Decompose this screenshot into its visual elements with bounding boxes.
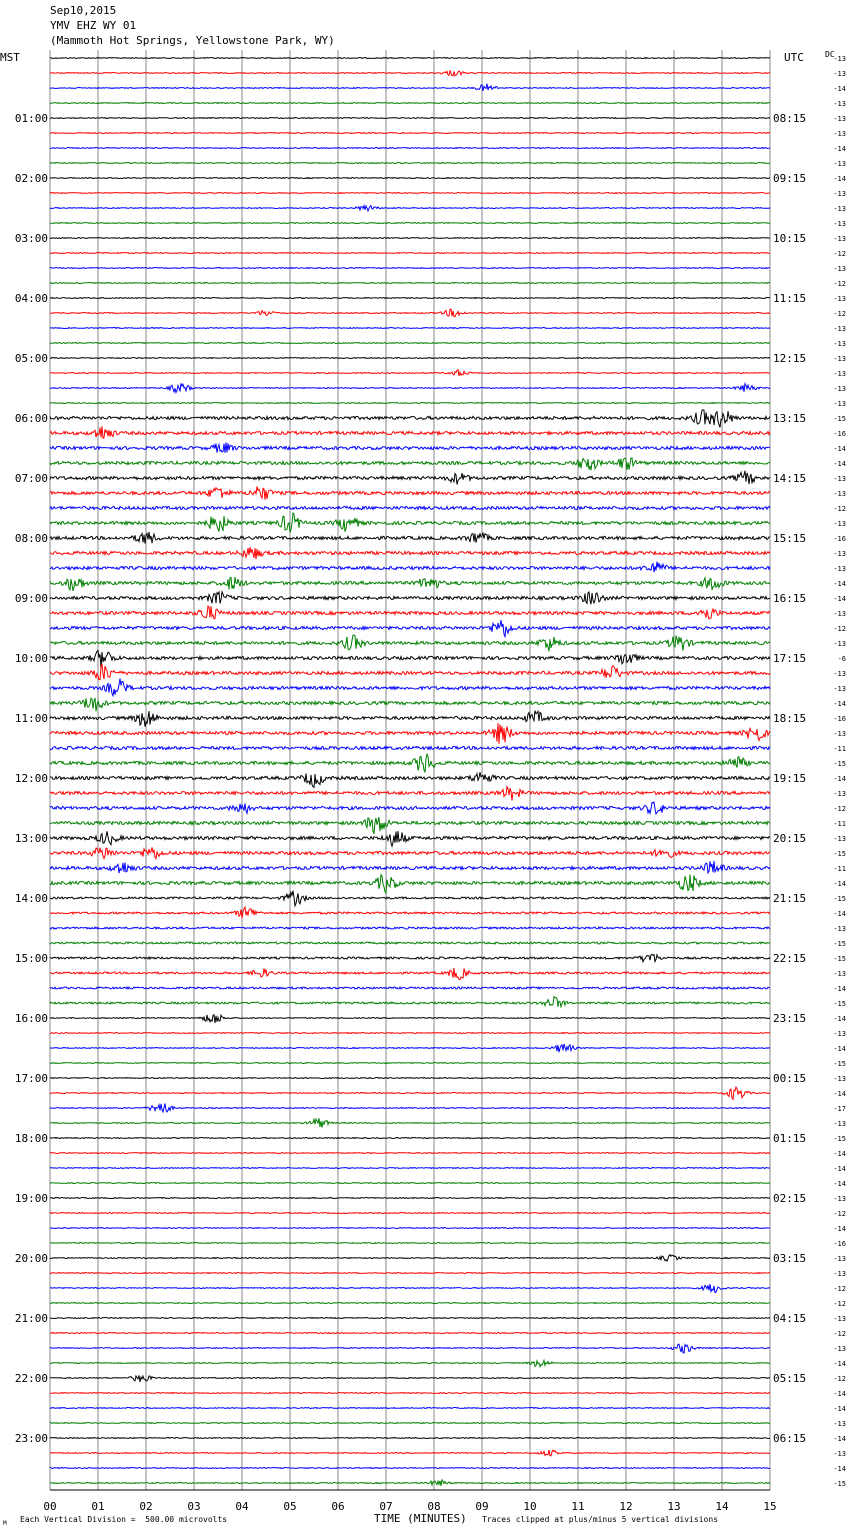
mst-hour-label: 04:00 <box>14 292 48 305</box>
dc-offset-label: -13 <box>833 550 846 558</box>
trace-row <box>50 238 770 239</box>
dc-offset-label: -13 <box>833 1030 846 1038</box>
dc-label: DC <box>825 50 835 59</box>
trace-row <box>50 1273 770 1274</box>
dc-offset-label: -12 <box>833 505 846 513</box>
dc-offset-label: -14 <box>833 1405 846 1413</box>
dc-offset-label: -12 <box>833 1330 846 1338</box>
trace-row <box>50 193 770 194</box>
x-tick-label: 01 <box>91 1500 105 1513</box>
trace-row <box>50 746 770 749</box>
trace-row <box>50 847 770 858</box>
trace-row <box>50 443 770 453</box>
dc-offset-label: -14 <box>833 1465 846 1473</box>
trace-row <box>50 1255 770 1262</box>
trace-row <box>50 410 770 428</box>
scale-note: Each Vertical Division = 500.00 microvolts <box>20 1515 228 1524</box>
dc-offset-label: -11 <box>833 745 846 753</box>
dc-offset-label: -13 <box>833 1255 846 1263</box>
plot-date: Sep10,2015 <box>50 4 117 17</box>
dc-offset-label: -13 <box>833 790 846 798</box>
dc-offset-label: -13 <box>833 70 846 78</box>
utc-hour-label: 22:15 <box>773 952 807 965</box>
dc-offset-label: -13 <box>833 235 846 243</box>
trace-row <box>50 268 770 269</box>
trace-row <box>50 1063 770 1064</box>
x-tick-label: 10 <box>523 1500 537 1513</box>
dc-offset-label: -13 <box>833 730 846 738</box>
dc-offset-label: -13 <box>833 1195 846 1203</box>
trace-row <box>50 1450 770 1456</box>
trace-row <box>50 532 770 544</box>
dc-offset-label: -14 <box>833 145 846 153</box>
x-tick-label: 09 <box>475 1500 489 1513</box>
dc-offset-label: -14 <box>833 1150 846 1158</box>
dc-offset-label: -13 <box>833 355 846 363</box>
trace-row <box>50 1243 770 1244</box>
utc-hour-label: 12:15 <box>773 352 807 365</box>
dc-offset-label: -13 <box>833 1270 846 1278</box>
trace-row <box>50 383 770 392</box>
x-tick-label: 12 <box>619 1500 633 1513</box>
trace-row <box>50 1438 770 1439</box>
dc-offset-label: -13 <box>833 490 846 498</box>
trace-row <box>50 253 770 254</box>
dc-offset-label: -14 <box>833 985 846 993</box>
x-tick-label: 00 <box>43 1500 57 1513</box>
trace-row <box>50 987 770 989</box>
trace-row <box>50 711 770 727</box>
mst-hour-label: 19:00 <box>14 1192 48 1205</box>
trace-row <box>50 1375 770 1382</box>
trace-row <box>50 1480 770 1486</box>
utc-hour-label: 14:15 <box>773 472 807 485</box>
utc-hour-label: 10:15 <box>773 232 807 245</box>
trace-row <box>50 723 770 744</box>
trace-row <box>50 506 770 509</box>
utc-hour-label: 19:15 <box>773 772 807 785</box>
dc-offset-label: -13 <box>833 1345 846 1353</box>
trace-row <box>50 403 770 404</box>
dc-offset-label: -13 <box>833 565 846 573</box>
dc-offset-label: -14 <box>833 1435 846 1443</box>
dc-offset-label: -11 <box>833 820 846 828</box>
trace-row <box>50 787 770 801</box>
dc-offset-label: -13 <box>833 970 846 978</box>
dc-offset-label: -12 <box>833 1210 846 1218</box>
trace-row <box>50 635 770 651</box>
dc-offset-label: -16 <box>833 535 846 543</box>
trace-row <box>50 1168 770 1169</box>
trace-row <box>50 1423 770 1424</box>
dc-offset-label: -13 <box>833 475 846 483</box>
mst-hour-label: 16:00 <box>14 1012 48 1025</box>
mst-hour-label: 23:00 <box>14 1432 48 1445</box>
x-tick-label: 03 <box>187 1500 201 1513</box>
dc-offset-label: -12 <box>833 310 846 318</box>
mst-hour-label: 10:00 <box>14 652 48 665</box>
dc-offset-label: -14 <box>833 1360 846 1368</box>
mst-hour-label: 17:00 <box>14 1072 48 1085</box>
corner-mark: M <box>3 1520 7 1527</box>
trace-row <box>50 133 770 134</box>
utc-hour-label: 21:15 <box>773 892 807 905</box>
dc-offset-label: -13 <box>833 370 846 378</box>
dc-offset-label: -13 <box>833 205 846 213</box>
trace-row <box>50 968 770 980</box>
dc-offset-label: -13 <box>833 190 846 198</box>
trace-row <box>50 562 770 573</box>
x-tick-label: 05 <box>283 1500 297 1513</box>
dc-offset-label: -13 <box>833 325 846 333</box>
dc-offset-label: -11 <box>833 865 846 873</box>
trace-row <box>50 997 770 1007</box>
mst-hour-label: 09:00 <box>14 592 48 605</box>
dc-offset-label: -12 <box>833 1300 846 1308</box>
x-tick-label: 04 <box>235 1500 249 1513</box>
trace-row <box>50 620 770 636</box>
trace-row <box>50 907 770 918</box>
dc-offset-label: -16 <box>833 1240 846 1248</box>
x-tick-label: 08 <box>427 1500 441 1513</box>
dc-offset-label: -13 <box>833 100 846 108</box>
dc-offset-label: -15 <box>833 415 846 423</box>
dc-offset-label: -16 <box>833 715 846 723</box>
trace-row <box>50 547 770 559</box>
dc-offset-label: -14 <box>833 880 846 888</box>
trace-row <box>50 358 770 359</box>
dc-offset-label: -13 <box>833 400 846 408</box>
trace-row <box>50 831 770 846</box>
dc-offset-label: -14 <box>833 1165 846 1173</box>
dc-offset-label: -14 <box>833 580 846 588</box>
trace-row <box>50 1303 770 1304</box>
dc-offset-label: -14 <box>833 445 846 453</box>
trace-row <box>50 343 770 344</box>
dc-offset-label: -15 <box>833 1060 846 1068</box>
dc-offset-label: -14 <box>833 1225 846 1233</box>
trace-row <box>50 486 770 499</box>
mst-hour-label: 07:00 <box>14 472 48 485</box>
dc-offset-label: -13 <box>833 1315 846 1323</box>
trace-row <box>50 651 770 668</box>
dc-offset-label: -14 <box>833 910 846 918</box>
mst-hour-label: 02:00 <box>14 172 48 185</box>
dc-offset-label: -15 <box>833 940 846 948</box>
trace-row <box>50 698 770 711</box>
x-tick-label: 06 <box>331 1500 345 1513</box>
trace-row <box>50 1104 770 1112</box>
trace-row <box>50 426 770 438</box>
trace-row <box>50 577 770 591</box>
trace-row <box>50 178 770 179</box>
trace-row <box>50 84 770 91</box>
dc-offset-label: -15 <box>833 850 846 858</box>
trace-row <box>50 103 770 104</box>
dc-offset-label: -16 <box>833 430 846 438</box>
dc-offset-label: -12 <box>833 805 846 813</box>
trace-row <box>50 58 770 59</box>
utc-hour-label: 01:15 <box>773 1132 807 1145</box>
trace-row <box>50 223 770 224</box>
dc-offset-label: -14 <box>833 85 846 93</box>
trace-row <box>50 1360 770 1366</box>
mst-hour-label: 05:00 <box>14 352 48 365</box>
mst-hour-label: 11:00 <box>14 712 48 725</box>
mst-hour-label: 08:00 <box>14 532 48 545</box>
trace-row <box>50 1408 770 1409</box>
trace-row <box>50 1468 770 1469</box>
dc-offset-label: -13 <box>833 130 846 138</box>
dc-offset-label: -13 <box>833 340 846 348</box>
dc-offset-label: -13 <box>833 220 846 228</box>
trace-row <box>50 1087 770 1099</box>
dc-offset-label: -13 <box>833 520 846 528</box>
trace-row <box>50 513 770 533</box>
dc-offset-label: -12 <box>833 280 846 288</box>
utc-hour-label: 04:15 <box>773 1312 807 1325</box>
mst-hour-label: 18:00 <box>14 1132 48 1145</box>
trace-row <box>50 861 770 873</box>
dc-offset-label: -14 <box>833 1390 846 1398</box>
trace-row <box>50 1118 770 1127</box>
dc-offset-label: -13 <box>833 295 846 303</box>
trace-row <box>50 283 770 284</box>
utc-hour-label: 20:15 <box>773 832 807 845</box>
trace-row <box>50 1183 770 1184</box>
dc-offset-label: -14 <box>833 1180 846 1188</box>
utc-hour-label: 17:15 <box>773 652 807 665</box>
utc-hour-label: 23:15 <box>773 1012 807 1025</box>
dc-offset-label: -15 <box>833 895 846 903</box>
dc-offset-label: -14 <box>833 1045 846 1053</box>
trace-row <box>50 1333 770 1334</box>
dc-offset-label: -15 <box>833 1135 846 1143</box>
dc-offset-label: -13 <box>833 1075 846 1083</box>
dc-offset-label: -14 <box>833 775 846 783</box>
dc-offset-label: -14 <box>833 460 846 468</box>
utc-hour-label: 11:15 <box>773 292 807 305</box>
trace-row <box>50 370 770 376</box>
trace-row <box>50 298 770 299</box>
trace-row <box>50 606 770 619</box>
utc-hour-label: 06:15 <box>773 1432 807 1445</box>
x-tick-label: 07 <box>379 1500 393 1513</box>
dc-offset-label: -13 <box>833 1420 846 1428</box>
dc-offset-label: -13 <box>833 835 846 843</box>
dc-offset-label: -14 <box>833 175 846 183</box>
trace-row <box>50 328 770 329</box>
station-code: YMV EHZ WY 01 <box>50 19 137 32</box>
utc-hour-label: 05:15 <box>773 1372 807 1385</box>
dc-offset-label: -13 <box>833 610 846 618</box>
trace-row <box>50 955 770 962</box>
trace-row <box>50 1344 770 1353</box>
trace-row <box>50 206 770 211</box>
utc-hour-label: 02:15 <box>773 1192 807 1205</box>
utc-hour-label: 18:15 <box>773 712 807 725</box>
time-gridlines <box>50 50 770 1490</box>
x-axis-title: TIME (MINUTES) <box>374 1512 467 1525</box>
station-location: (Mammoth Hot Springs, Yellowstone Park, WY) <box>50 34 335 47</box>
dc-offset-label: -15 <box>833 955 846 963</box>
dc-offset-label: -13 <box>833 55 846 63</box>
dc-offset-label: -13 <box>833 925 846 933</box>
trace-row <box>50 1138 770 1139</box>
dc-offset-label: -13 <box>833 670 846 678</box>
x-tick-label: 13 <box>667 1500 681 1513</box>
mst-hour-label: 21:00 <box>14 1312 48 1325</box>
utc-label: UTC <box>784 51 804 64</box>
dc-offset-label: -14 <box>833 1015 846 1023</box>
mst-hour-label: 12:00 <box>14 772 48 785</box>
dc-offset-label: -12 <box>833 625 846 633</box>
dc-offset-label: -6 <box>837 655 846 663</box>
trace-row <box>50 802 770 814</box>
dc-offset-label: -13 <box>833 640 846 648</box>
trace-row <box>50 148 770 149</box>
axis-labels <box>0 50 846 1513</box>
dc-offset-label: -14 <box>833 1090 846 1098</box>
x-tick-label: 11 <box>571 1500 585 1513</box>
dc-offset-label: -15 <box>833 1000 846 1008</box>
trace-row <box>50 942 770 944</box>
trace-row <box>50 1153 770 1154</box>
utc-hour-label: 15:15 <box>773 532 807 545</box>
trace-row <box>50 927 770 929</box>
x-tick-label: 14 <box>715 1500 729 1513</box>
trace-row <box>50 772 770 787</box>
trace-row <box>50 118 770 119</box>
trace-row <box>50 817 770 834</box>
mst-hour-label: 01:00 <box>14 112 48 125</box>
trace-row <box>50 875 770 894</box>
dc-offset-label: -13 <box>833 685 846 693</box>
dc-offset-label: -12 <box>833 250 846 258</box>
utc-hour-label: 03:15 <box>773 1252 807 1265</box>
trace-row <box>50 664 770 680</box>
dc-offset-label: -13 <box>833 1120 846 1128</box>
trace-row <box>50 891 770 906</box>
trace-row <box>50 678 770 695</box>
trace-row <box>50 309 770 317</box>
utc-hour-label: 00:15 <box>773 1072 807 1085</box>
dc-offset-label: -13 <box>833 265 846 273</box>
mst-hour-label: 22:00 <box>14 1372 48 1385</box>
trace-row <box>50 1198 770 1199</box>
trace-row <box>50 1228 770 1229</box>
mst-hour-label: 06:00 <box>14 412 48 425</box>
trace-row <box>50 1284 770 1292</box>
x-tick-label: 02 <box>139 1500 153 1513</box>
utc-hour-label: 09:15 <box>773 172 807 185</box>
dc-offset-label: -13 <box>833 385 846 393</box>
trace-row <box>50 1318 770 1319</box>
trace-row <box>50 471 770 485</box>
trace-row <box>50 754 770 772</box>
dc-offset-label: -15 <box>833 760 846 768</box>
mst-label: MST <box>0 51 20 64</box>
trace-row <box>50 70 770 76</box>
mst-hour-label: 03:00 <box>14 232 48 245</box>
mst-hour-label: 20:00 <box>14 1252 48 1265</box>
dc-offset-label: -13 <box>833 160 846 168</box>
dc-offset-label: -17 <box>833 1105 846 1113</box>
trace-row <box>50 1044 770 1052</box>
trace-row <box>50 1015 770 1023</box>
dc-offset-label: -12 <box>833 1285 846 1293</box>
dc-offset-label: -13 <box>833 115 846 123</box>
mst-hour-label: 14:00 <box>14 892 48 905</box>
trace-row <box>50 592 770 604</box>
utc-hour-label: 16:15 <box>773 592 807 605</box>
trace-row <box>50 1078 770 1079</box>
trace-row <box>50 1213 770 1214</box>
trace-row <box>50 1033 770 1034</box>
dc-offset-label: -14 <box>833 700 846 708</box>
dc-offset-label: -13 <box>833 1450 846 1458</box>
utc-hour-label: 08:15 <box>773 112 807 125</box>
dc-offset-label: -15 <box>833 1480 846 1488</box>
seismic-traces <box>50 58 770 1486</box>
trace-row <box>50 163 770 164</box>
dc-offset-label: -14 <box>833 595 846 603</box>
x-tick-label: 15 <box>763 1500 777 1513</box>
mst-hour-label: 13:00 <box>14 832 48 845</box>
mst-hour-label: 15:00 <box>14 952 48 965</box>
trace-row <box>50 458 770 471</box>
utc-hour-label: 13:15 <box>773 412 807 425</box>
trace-row <box>50 1393 770 1394</box>
clip-note: Traces clipped at plus/minus 5 vertical divisions <box>482 1515 719 1524</box>
dc-offset-label: -12 <box>833 1375 846 1383</box>
